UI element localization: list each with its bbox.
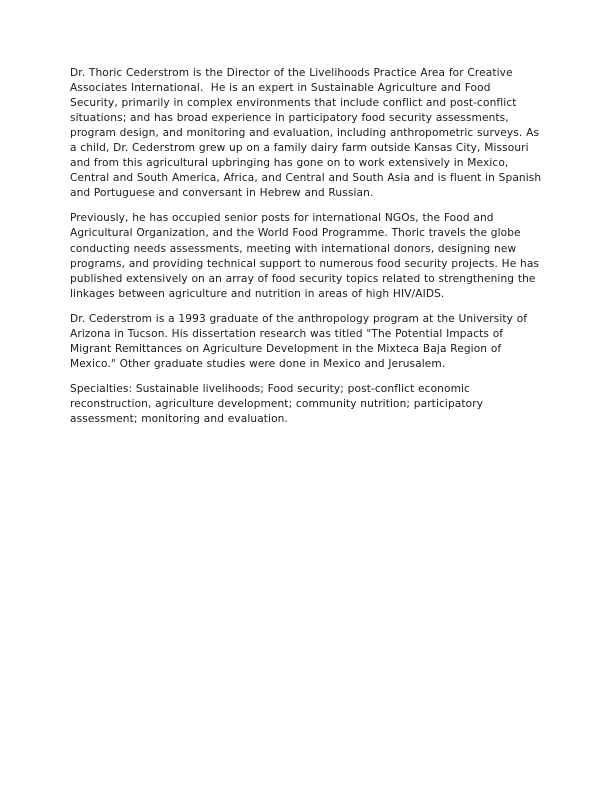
paragraph-bio-education: Dr. Cederstrom is a 1993 graduate of the anthropology program at the University of Arizona in Tucson. His dissertation research was titled "The Potential Impacts of Migrant Remittances on Agriculture Development in the Mixteca Baja Region of Mexico." Other graduate studies were done in Mexico and Jerusalem. xyxy=(70,312,531,370)
document-text-block xyxy=(70,66,545,427)
paragraph-bio-specialties: Specialties: Sustainable livelihoods; Food security; post-conflict economic reconstruction, agriculture development; community nutrition; participatory assessment; monitoring and evaluation. xyxy=(70,382,487,425)
paragraph-bio-experience: Previously, he has occupied senior posts for international NGOs, the Food and Agricultural Organization, and the World Food Programme. Thoric travels the globe conducting needs assessments, meeting with international donors, designing new programs, and providing technical support to numerous food security projects. He has published extensively on an array of food security topics related to strengthening the linkages between agriculture and nutrition in areas of high HIV/AIDS. xyxy=(70,212,543,300)
paragraph-bio-intro: Dr. Thoric Cederstrom is the Director of the Livelihoods Practice Area for Creative Associates International. He is an expert in Sustainable Agriculture and Food Security, primarily in complex environments that include conflict and post-conflict situations; and has broad experience in participatory food security assessments, program design, and monitoring and evaluation, including anthropometric surveys. As a child, Dr. Cederstrom grew up on a family dairy farm outside Kansas City, Missouri and from this agricultural upbringing has gone on to work extensively in Mexico, Central and South America, Africa, and Central and South Asia and is fluent in Spanish and Portuguese and conversant in Hebrew and Russian. xyxy=(70,67,545,200)
